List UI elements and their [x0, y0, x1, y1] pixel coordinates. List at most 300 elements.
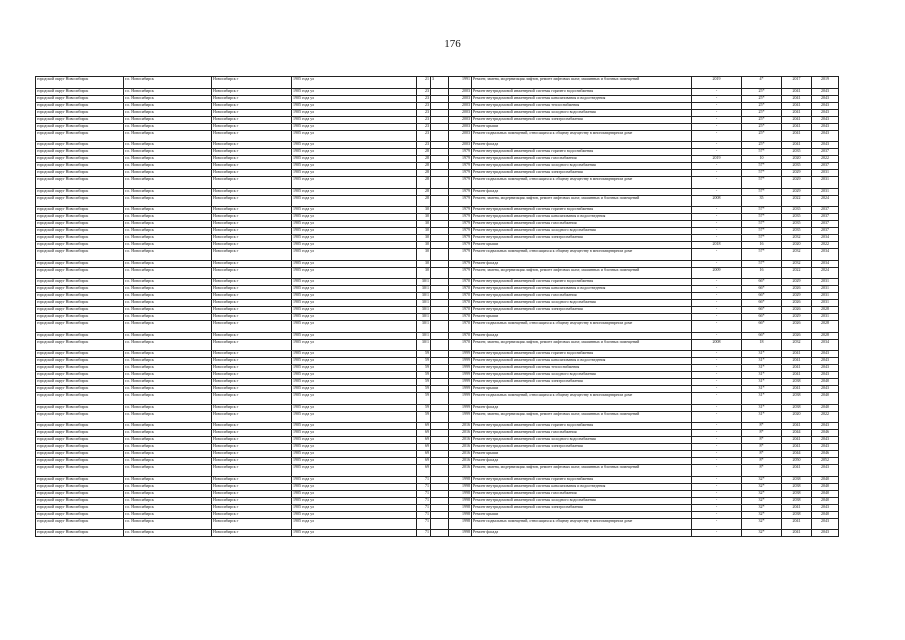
- cell-last-repair-year: -: [692, 279, 742, 286]
- table-row: [36, 511, 839, 518]
- cell-street: 1905 года ул: [292, 530, 417, 537]
- table-row: [36, 156, 839, 163]
- cell-plan-end-year: 2031: [812, 293, 839, 300]
- cell-build-year: 1970: [449, 300, 472, 307]
- cell-build-year: 2003: [449, 130, 472, 142]
- cell-municipality: г.о. Новосибирск: [124, 242, 212, 249]
- cell-street: 1905 года ул: [292, 437, 417, 444]
- cell-plan-start-year: 2032: [782, 235, 812, 242]
- cell-city: Новосибирск г: [212, 109, 292, 116]
- cell-last-repair-year: -: [692, 393, 742, 405]
- cell-house: 69: [417, 451, 431, 458]
- cell-last-repair-year: -: [692, 497, 742, 504]
- cell-plan-end-year: 2052: [812, 458, 839, 465]
- cell-street: 1905 года ул: [292, 358, 417, 365]
- cell-last-repair-year: -: [692, 451, 742, 458]
- cell-build-year: 1970: [449, 339, 472, 351]
- cell-municipality: г.о. Новосибирск: [124, 321, 212, 333]
- cell-house: 28: [417, 195, 431, 207]
- cell-corpus: [431, 109, 449, 116]
- cell-street: 1905 года ул: [292, 465, 417, 477]
- cell-work-type: Ремонт внутридомовой инженерной системы холодного водоснабжения: [472, 300, 692, 307]
- cell-district: городской округ Новосибирск: [36, 116, 124, 123]
- cell-district: городской округ Новосибирск: [36, 163, 124, 170]
- cell-house: 30: [417, 214, 431, 221]
- cell-last-repair-year: -: [692, 249, 742, 261]
- cell-corpus: [431, 177, 449, 189]
- cell-city: Новосибирск г: [212, 130, 292, 142]
- cell-street: 1905 года ул: [292, 365, 417, 372]
- cell-city: Новосибирск г: [212, 242, 292, 249]
- cell-work-type: Ремонт внутридомовой инженерной системы горячего водоснабжения: [472, 149, 692, 156]
- cell-plan-start-year: 2038: [782, 404, 812, 411]
- cell-last-repair-year: -: [692, 314, 742, 321]
- cell-plan-start-year: 2035: [782, 214, 812, 221]
- cell-wear-value: 57*: [742, 188, 782, 195]
- cell-city: Новосибирск г: [212, 188, 292, 195]
- table-row: [36, 228, 839, 235]
- cell-corpus: [431, 490, 449, 497]
- cell-wear-value: 25*: [742, 142, 782, 149]
- cell-corpus: [431, 476, 449, 483]
- cell-last-repair-year: -: [692, 404, 742, 411]
- cell-municipality: г.о. Новосибирск: [124, 351, 212, 358]
- cell-district: городской округ Новосибирск: [36, 228, 124, 235]
- table-row: [36, 483, 839, 490]
- cell-city: Новосибирск г: [212, 95, 292, 102]
- cell-build-year: 1998: [449, 518, 472, 530]
- cell-city: Новосибирск г: [212, 123, 292, 130]
- cell-plan-end-year: 2040: [812, 511, 839, 518]
- cell-corpus: [431, 130, 449, 142]
- cell-work-type: Ремонт, замена, модернизация лифтов, ремонт лифтовых шахт, машинных и блочных помещений: [472, 339, 692, 351]
- cell-work-type: Ремонт, замена, модернизация лифтов, ремонт лифтовых шахт, машинных и блочных помещений: [472, 267, 692, 279]
- cell-street: 1905 года ул: [292, 207, 417, 214]
- cell-municipality: г.о. Новосибирск: [124, 156, 212, 163]
- cell-plan-start-year: 2050: [782, 458, 812, 465]
- cell-plan-start-year: 2044: [782, 430, 812, 437]
- cell-build-year: 2003: [449, 116, 472, 123]
- cell-plan-end-year: 2043: [812, 504, 839, 511]
- cell-work-type: Ремонт внутридомовой инженерной системы канализования и водоотведения: [472, 286, 692, 293]
- cell-build-year: 1979: [449, 228, 472, 235]
- cell-municipality: г.о. Новосибирск: [124, 267, 212, 279]
- cell-district: городской округ Новосибирск: [36, 332, 124, 339]
- cell-street: 1905 года ул: [292, 228, 417, 235]
- cell-municipality: г.о. Новосибирск: [124, 300, 212, 307]
- cell-plan-start-year: 2026: [782, 321, 812, 333]
- cell-plan-start-year: 2032: [782, 260, 812, 267]
- cell-street: 1905 года ул: [292, 339, 417, 351]
- cell-city: Новосибирск г: [212, 321, 292, 333]
- cell-district: городской округ Новосибирск: [36, 339, 124, 351]
- cell-wear-value: 32*: [742, 530, 782, 537]
- cell-wear-value: 25*: [742, 102, 782, 109]
- cell-last-repair-year: -: [692, 411, 742, 423]
- cell-build-year: 1979: [449, 221, 472, 228]
- cell-work-type: Ремонт внутридомовой инженерной системы электроснабжения: [472, 444, 692, 451]
- cell-plan-end-year: 2043: [812, 437, 839, 444]
- cell-plan-end-year: 2043: [812, 351, 839, 358]
- cell-wear-value: 8*: [742, 451, 782, 458]
- cell-plan-start-year: 2041: [782, 351, 812, 358]
- cell-plan-start-year: 2041: [782, 365, 812, 372]
- cell-house: 30: [417, 235, 431, 242]
- cell-wear-value: 57*: [742, 228, 782, 235]
- cell-city: Новосибирск г: [212, 300, 292, 307]
- cell-plan-start-year: 2041: [782, 102, 812, 109]
- cell-corpus: [431, 483, 449, 490]
- cell-work-type: Ремонт внутридомовой инженерной системы электроснабжения: [472, 170, 692, 177]
- cell-plan-end-year: 2040: [812, 483, 839, 490]
- cell-city: Новосибирск г: [212, 430, 292, 437]
- cell-build-year: 1979: [449, 249, 472, 261]
- cell-last-repair-year: -: [692, 130, 742, 142]
- table-row: [36, 109, 839, 116]
- cell-city: Новосибирск г: [212, 437, 292, 444]
- cell-street: 1905 года ул: [292, 156, 417, 163]
- cell-wear-value: 32*: [742, 476, 782, 483]
- cell-city: Новосибирск г: [212, 530, 292, 537]
- cell-corpus: [431, 314, 449, 321]
- cell-municipality: г.о. Новосибирск: [124, 207, 212, 214]
- cell-street: 1905 года ул: [292, 95, 417, 102]
- cell-corpus: [431, 207, 449, 214]
- table-row: [36, 451, 839, 458]
- table-row: [36, 130, 839, 142]
- cell-district: городской округ Новосибирск: [36, 518, 124, 530]
- cell-work-type: Ремонт внутридомовой инженерной системы холодного водоснабжения: [472, 437, 692, 444]
- cell-last-repair-year: 2019: [692, 156, 742, 163]
- cell-house: 71: [417, 490, 431, 497]
- cell-municipality: г.о. Новосибирск: [124, 332, 212, 339]
- cell-city: Новосибирск г: [212, 497, 292, 504]
- cell-build-year: 1998: [449, 483, 472, 490]
- cell-work-type: Ремонт внутридомовой инженерной системы горячего водоснабжения: [472, 476, 692, 483]
- cell-corpus: [431, 411, 449, 423]
- cell-municipality: г.о. Новосибирск: [124, 372, 212, 379]
- cell-city: Новосибирск г: [212, 88, 292, 95]
- cell-street: 1905 года ул: [292, 249, 417, 261]
- cell-house: 30/1: [417, 300, 431, 307]
- cell-build-year: 1979: [449, 156, 472, 163]
- cell-corpus: [431, 444, 449, 451]
- cell-municipality: г.о. Новосибирск: [124, 386, 212, 393]
- cell-corpus: [431, 321, 449, 333]
- cell-house: 30/1: [417, 332, 431, 339]
- table-body: [36, 77, 839, 537]
- cell-municipality: г.о. Новосибирск: [124, 365, 212, 372]
- cell-street: 1905 года ул: [292, 511, 417, 518]
- cell-plan-end-year: 2034: [812, 260, 839, 267]
- cell-street: 1905 года ул: [292, 451, 417, 458]
- cell-wear-value: 31*: [742, 351, 782, 358]
- cell-municipality: г.о. Новосибирск: [124, 490, 212, 497]
- cell-wear-value: 25*: [742, 116, 782, 123]
- cell-build-year: 1999: [449, 379, 472, 386]
- cell-wear-value: 4*: [742, 77, 782, 89]
- cell-street: 1905 года ул: [292, 77, 417, 89]
- cell-house: 59: [417, 379, 431, 386]
- cell-street: 1905 года ул: [292, 393, 417, 405]
- cell-district: городской округ Новосибирск: [36, 430, 124, 437]
- table-row: [36, 351, 839, 358]
- cell-wear-value: 8*: [742, 437, 782, 444]
- cell-wear-value: 8*: [742, 465, 782, 477]
- cell-plan-start-year: 2038: [782, 490, 812, 497]
- cell-corpus: [431, 332, 449, 339]
- cell-build-year: 2003: [449, 88, 472, 95]
- cell-street: 1905 года ул: [292, 221, 417, 228]
- cell-wear-value: 32*: [742, 490, 782, 497]
- cell-work-type: Ремонт подвальных помещений, относящихся к общему имуществу в многоквартирном доме: [472, 177, 692, 189]
- cell-last-repair-year: -: [692, 483, 742, 490]
- cell-last-repair-year: -: [692, 260, 742, 267]
- cell-municipality: г.о. Новосибирск: [124, 339, 212, 351]
- cell-plan-end-year: 2034: [812, 339, 839, 351]
- cell-wear-value: 66*: [742, 321, 782, 333]
- cell-plan-start-year: 2041: [782, 123, 812, 130]
- table-row: [36, 95, 839, 102]
- cell-work-type: Ремонт внутридомовой инженерной системы канализования и водоотведения: [472, 214, 692, 221]
- cell-city: Новосибирск г: [212, 386, 292, 393]
- table-row: [36, 116, 839, 123]
- cell-district: городской округ Новосибирск: [36, 465, 124, 477]
- cell-plan-start-year: 2038: [782, 379, 812, 386]
- cell-city: Новосибирск г: [212, 279, 292, 286]
- cell-district: городской округ Новосибирск: [36, 458, 124, 465]
- cell-plan-end-year: 2043: [812, 518, 839, 530]
- cell-plan-start-year: 2038: [782, 511, 812, 518]
- cell-last-repair-year: -: [692, 149, 742, 156]
- cell-corpus: [431, 339, 449, 351]
- cell-work-type: Ремонт фасада: [472, 458, 692, 465]
- cell-city: Новосибирск г: [212, 307, 292, 314]
- cell-district: городской округ Новосибирск: [36, 451, 124, 458]
- cell-house: 69: [417, 423, 431, 430]
- cell-plan-end-year: 2031: [812, 279, 839, 286]
- cell-municipality: г.о. Новосибирск: [124, 130, 212, 142]
- cell-street: 1905 года ул: [292, 314, 417, 321]
- cell-corpus: [431, 95, 449, 102]
- cell-wear-value: 32*: [742, 497, 782, 504]
- cell-build-year: 1970: [449, 332, 472, 339]
- cell-build-year: 1979: [449, 235, 472, 242]
- cell-house: 30/1: [417, 293, 431, 300]
- cell-district: городской округ Новосибирск: [36, 286, 124, 293]
- cell-city: Новосибирск г: [212, 102, 292, 109]
- cell-plan-start-year: 2041: [782, 530, 812, 537]
- cell-house: 30: [417, 267, 431, 279]
- table-row: [36, 293, 839, 300]
- cell-plan-start-year: 2038: [782, 476, 812, 483]
- cell-build-year: 1991: [449, 77, 472, 89]
- cell-plan-start-year: 2041: [782, 142, 812, 149]
- cell-district: городской округ Новосибирск: [36, 88, 124, 95]
- cell-build-year: 1979: [449, 260, 472, 267]
- cell-corpus: [431, 423, 449, 430]
- cell-district: городской округ Новосибирск: [36, 260, 124, 267]
- cell-plan-end-year: 2040: [812, 490, 839, 497]
- table-row: [36, 504, 839, 511]
- cell-district: городской округ Новосибирск: [36, 249, 124, 261]
- cell-corpus: [431, 149, 449, 156]
- cell-last-repair-year: -: [692, 444, 742, 451]
- cell-municipality: г.о. Новосибирск: [124, 170, 212, 177]
- cell-corpus: [431, 123, 449, 130]
- cell-plan-start-year: 2029: [782, 293, 812, 300]
- cell-work-type: Ремонт внутридомовой инженерной системы электроснабжения: [472, 504, 692, 511]
- cell-district: городской округ Новосибирск: [36, 149, 124, 156]
- cell-plan-end-year: 2024: [812, 267, 839, 279]
- cell-last-repair-year: -: [692, 465, 742, 477]
- cell-house: 21: [417, 77, 431, 89]
- cell-municipality: г.о. Новосибирск: [124, 123, 212, 130]
- cell-street: 1905 года ул: [292, 116, 417, 123]
- cell-plan-end-year: 2043: [812, 465, 839, 477]
- cell-district: городской округ Новосибирск: [36, 358, 124, 365]
- cell-city: Новосибирск г: [212, 235, 292, 242]
- cell-district: городской округ Новосибирск: [36, 195, 124, 207]
- cell-city: Новосибирск г: [212, 504, 292, 511]
- cell-city: Новосибирск г: [212, 149, 292, 156]
- cell-wear-value: 18: [742, 339, 782, 351]
- cell-house: 71: [417, 511, 431, 518]
- cell-plan-end-year: 2028: [812, 321, 839, 333]
- cell-house: 30: [417, 249, 431, 261]
- cell-municipality: г.о. Новосибирск: [124, 149, 212, 156]
- cell-district: городской округ Новосибирск: [36, 279, 124, 286]
- cell-plan-start-year: 2041: [782, 130, 812, 142]
- cell-work-type: Ремонт внутридомовой инженерной системы электроснабжения: [472, 379, 692, 386]
- cell-district: городской округ Новосибирск: [36, 444, 124, 451]
- cell-house: 71: [417, 476, 431, 483]
- cell-plan-end-year: 2031: [812, 314, 839, 321]
- cell-city: Новосибирск г: [212, 77, 292, 89]
- cell-municipality: г.о. Новосибирск: [124, 293, 212, 300]
- cell-corpus: [431, 88, 449, 95]
- cell-plan-start-year: 2041: [782, 504, 812, 511]
- cell-district: городской округ Новосибирск: [36, 95, 124, 102]
- cell-last-repair-year: -: [692, 518, 742, 530]
- cell-house: 59: [417, 372, 431, 379]
- cell-district: городской округ Новосибирск: [36, 365, 124, 372]
- cell-plan-end-year: 2037: [812, 214, 839, 221]
- cell-municipality: г.о. Новосибирск: [124, 88, 212, 95]
- cell-build-year: 1998: [449, 497, 472, 504]
- cell-district: городской округ Новосибирск: [36, 242, 124, 249]
- cell-city: Новосибирск г: [212, 339, 292, 351]
- cell-last-repair-year: -: [692, 300, 742, 307]
- cell-last-repair-year: -: [692, 123, 742, 130]
- table-row: [36, 170, 839, 177]
- cell-plan-start-year: 2026: [782, 300, 812, 307]
- cell-wear-value: 66*: [742, 279, 782, 286]
- cell-build-year: 1979: [449, 170, 472, 177]
- cell-district: городской округ Новосибирск: [36, 177, 124, 189]
- cell-house: 71: [417, 530, 431, 537]
- cell-corpus: [431, 504, 449, 511]
- cell-corpus: [431, 249, 449, 261]
- table-row: [36, 332, 839, 339]
- cell-street: 1905 года ул: [292, 379, 417, 386]
- cell-build-year: 1979: [449, 149, 472, 156]
- cell-municipality: г.о. Новосибирск: [124, 504, 212, 511]
- cell-build-year: 2003: [449, 109, 472, 116]
- cell-work-type: Ремонт фасада: [472, 530, 692, 537]
- cell-last-repair-year: -: [692, 504, 742, 511]
- cell-plan-start-year: 2029: [782, 188, 812, 195]
- cell-street: 1905 года ул: [292, 423, 417, 430]
- cell-corpus: [431, 228, 449, 235]
- cell-last-repair-year: 2008: [692, 339, 742, 351]
- cell-city: Новосибирск г: [212, 465, 292, 477]
- cell-wear-value: 57*: [742, 214, 782, 221]
- cell-work-type: Ремонт внутридомовой инженерной системы теплоснабжения: [472, 365, 692, 372]
- cell-city: Новосибирск г: [212, 518, 292, 530]
- cell-last-repair-year: -: [692, 358, 742, 365]
- cell-municipality: г.о. Новосибирск: [124, 77, 212, 89]
- cell-build-year: 1998: [449, 504, 472, 511]
- cell-corpus: [431, 518, 449, 530]
- cell-build-year: 2016: [449, 444, 472, 451]
- cell-corpus: 3: [431, 77, 449, 89]
- cell-plan-end-year: 2024: [812, 195, 839, 207]
- cell-plan-end-year: 2040: [812, 379, 839, 386]
- cell-work-type: Ремонт фасада: [472, 142, 692, 149]
- cell-work-type: Ремонт, замена, модернизация лифтов, ремонт лифтовых шахт, машинных и блочных помещений: [472, 77, 692, 89]
- cell-street: 1905 года ул: [292, 332, 417, 339]
- table-row: [36, 423, 839, 430]
- cell-city: Новосибирск г: [212, 393, 292, 405]
- table-row: [36, 267, 839, 279]
- table-row: [36, 307, 839, 314]
- cell-last-repair-year: 2009: [692, 267, 742, 279]
- cell-street: 1905 года ул: [292, 504, 417, 511]
- cell-house: 69: [417, 430, 431, 437]
- cell-plan-end-year: 2019: [812, 77, 839, 89]
- cell-street: 1905 года ул: [292, 214, 417, 221]
- cell-build-year: 1970: [449, 286, 472, 293]
- cell-plan-end-year: 2043: [812, 116, 839, 123]
- cell-last-repair-year: -: [692, 490, 742, 497]
- cell-district: городской округ Новосибирск: [36, 530, 124, 537]
- cell-last-repair-year: -: [692, 372, 742, 379]
- cell-last-repair-year: -: [692, 476, 742, 483]
- cell-city: Новосибирск г: [212, 293, 292, 300]
- cell-last-repair-year: -: [692, 188, 742, 195]
- cell-street: 1905 года ул: [292, 430, 417, 437]
- cell-last-repair-year: 2019: [692, 77, 742, 89]
- cell-wear-value: 57*: [742, 221, 782, 228]
- cell-house: 30: [417, 207, 431, 214]
- cell-build-year: 1979: [449, 163, 472, 170]
- cell-corpus: [431, 404, 449, 411]
- cell-last-repair-year: -: [692, 365, 742, 372]
- cell-street: 1905 года ул: [292, 483, 417, 490]
- cell-build-year: 1979: [449, 214, 472, 221]
- cell-corpus: [431, 163, 449, 170]
- cell-wear-value: 8*: [742, 423, 782, 430]
- cell-municipality: г.о. Новосибирск: [124, 411, 212, 423]
- cell-wear-value: 66*: [742, 314, 782, 321]
- cell-plan-start-year: 2020: [782, 242, 812, 249]
- cell-municipality: г.о. Новосибирск: [124, 228, 212, 235]
- cell-plan-end-year: 2022: [812, 156, 839, 163]
- cell-district: городской округ Новосибирск: [36, 109, 124, 116]
- table-row: [36, 279, 839, 286]
- cell-build-year: 1999: [449, 411, 472, 423]
